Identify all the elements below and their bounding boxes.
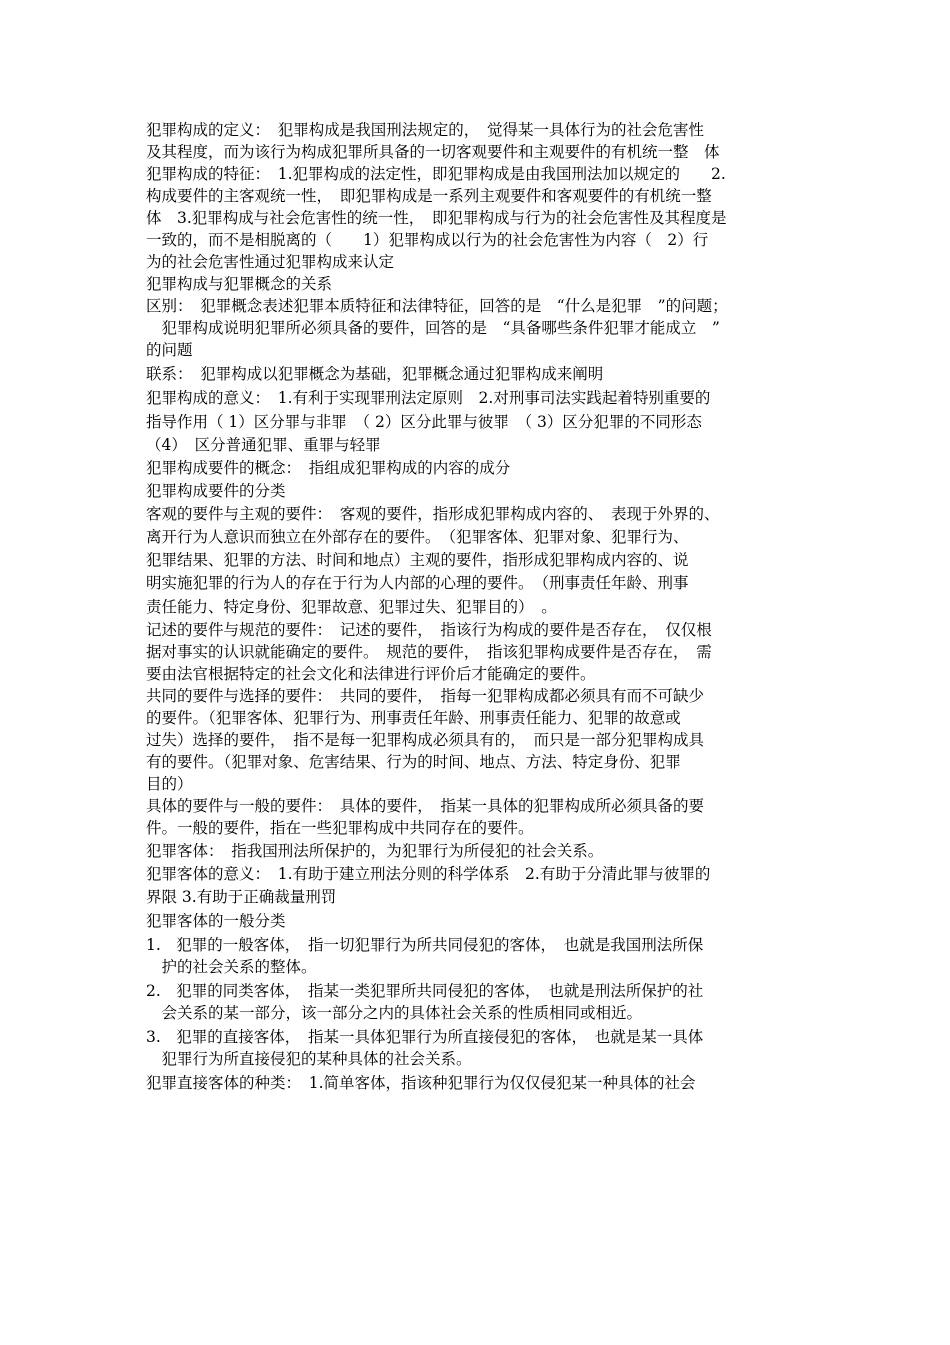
text-line: 犯罪客体： 指我国刑法所保护的，为犯罪行为所侵犯的社会关系。	[146, 842, 604, 860]
text-line: 具体的要件与一般的要件： 具体的要件， 指某一具体的犯罪构成所必须具备的要	[146, 797, 705, 815]
text-line: 指导作用（ 1）区分罪与非罪 （ 2）区分此罪与彼罪 （ 3）区分犯罪的不同形态	[146, 413, 702, 431]
text-line: 构成要件的主客观统一性， 即犯罪构成是一系列主观要件和客观要件的有机统一整	[146, 187, 712, 205]
list-item-continuation: 犯罪行为所直接侵犯的某种具体的社会关系。	[146, 1050, 472, 1068]
text-line: 的问题	[146, 341, 193, 359]
text-line: 责任能力、特定身份、犯罪故意、犯罪过失、犯罪目的） 。	[146, 598, 557, 616]
list-item: 3. 犯罪的直接客体， 指某一具体犯罪行为所直接侵犯的客体， 也就是某一具体	[146, 1028, 704, 1046]
text-line: 要由法官根据特定的社会文化和法律进行评价后才能确定的要件。	[146, 665, 596, 683]
text-line: 犯罪构成说明犯罪所必须具备的要件，回答的是 “具备哪些条件犯罪才能成立 ”	[146, 319, 720, 337]
section-heading: 犯罪构成与犯罪概念的关系	[146, 275, 333, 293]
text-line: 犯罪构成的定义： 犯罪构成是我国刑法规定的， 觉得某一具体行为的社会危害性	[146, 121, 705, 139]
text-line: 明实施犯罪的行为人的存在于行为人内部的心理的要件。 （刑事责任年龄、刑事	[146, 574, 689, 592]
text-line: 目的）	[146, 775, 193, 793]
list-item: 1. 犯罪的一般客体， 指一切犯罪行为所共同侵犯的客体， 也就是我国刑法所保	[146, 936, 704, 954]
text-line: 犯罪构成的特征： 1.犯罪构成的法定性，即犯罪构成是由我国刑法加以规定的 2.	[146, 165, 726, 183]
text-line: 犯罪直接客体的种类： 1.简单客体，指该种犯罪行为仅仅侵犯某一种具体的社会	[146, 1074, 696, 1092]
text-line: 犯罪结果、犯罪的方法、时间和地点）主观的要件，指形成犯罪构成内容的、说	[146, 551, 689, 569]
text-line: 为的社会危害性通过犯罪构成来认定	[146, 253, 395, 271]
text-line: 体 3.犯罪构成与社会危害性的统一性， 即犯罪构成与行为的社会危害性及其程度是	[146, 209, 727, 227]
text-line: 有的要件。（犯罪对象、危害结果、行为的时间、地点、方法、特定身份、犯罪	[146, 753, 681, 771]
text-line: 件。一般的要件，指在一些犯罪构成中共同存在的要件。	[146, 819, 534, 837]
text-line: 及其程度，而为该行为构成犯罪所具备的一切客观要件和主观要件的有机统一整 体	[146, 143, 720, 161]
text-line: 的要件。（犯罪客体、犯罪行为、刑事责任年龄、刑事责任能力、犯罪的故意或	[146, 709, 681, 727]
text-line: 犯罪客体的意义： 1.有助于建立刑法分则的科学体系 2.有助于分清此罪与彼罪的	[146, 865, 711, 883]
text-line: 据对事实的认识就能确定的要件。 规范的要件， 指该犯罪构成要件是否存在， 需	[146, 643, 712, 661]
text-line: 犯罪构成要件的概念： 指组成犯罪构成的内容的成分	[146, 459, 511, 477]
text-line: 联系： 犯罪构成以犯罪概念为基础，犯罪概念通过犯罪构成来阐明	[146, 365, 604, 383]
list-item-continuation: 护的社会关系的整体。	[146, 958, 317, 976]
text-line: （4） 区分普通犯罪、重罪与轻罪	[146, 436, 381, 454]
list-item-continuation: 会关系的某一部分，该一部分之内的具体社会关系的性质相同或相近。	[146, 1004, 643, 1022]
text-line: 过失）选择的要件， 指不是每一犯罪构成必须具有的， 而只是一部分犯罪构成具	[146, 731, 705, 749]
text-line: 一致的，而不是相脱离的（ 1）犯罪构成以行为的社会危害性为内容（ 2）行	[146, 231, 709, 249]
text-line: 离开行为人意识而独立在外部存在的要件。 （犯罪客体、犯罪对象、犯罪行为、	[146, 528, 689, 546]
section-heading: 犯罪客体的一般分类	[146, 912, 286, 930]
section-heading: 犯罪构成要件的分类	[146, 482, 286, 500]
text-line: 界限 3.有助于正确裁量刑罚	[146, 888, 337, 906]
text-line: 犯罪构成的意义： 1.有利于实现罪刑法定原则 2.对刑事司法实践起着特别重要的	[146, 389, 711, 407]
text-line: 客观的要件与主观的要件： 客观的要件，指形成犯罪构成内容的、 表现于外界的、	[146, 505, 720, 523]
text-line: 共同的要件与选择的要件： 共同的要件， 指每一犯罪构成都必须具有而不可缺少	[146, 687, 705, 705]
text-line: 区别： 犯罪概念表述犯罪本质特征和法律特征，回答的是 “什么是犯罪 ”的问题；	[146, 297, 728, 315]
list-item: 2. 犯罪的同类客体， 指某一类犯罪所共同侵犯的客体， 也就是刑法所保护的社	[146, 982, 704, 1000]
text-line: 记述的要件与规范的要件： 记述的要件， 指该行为构成的要件是否存在， 仅仅根	[146, 621, 712, 639]
